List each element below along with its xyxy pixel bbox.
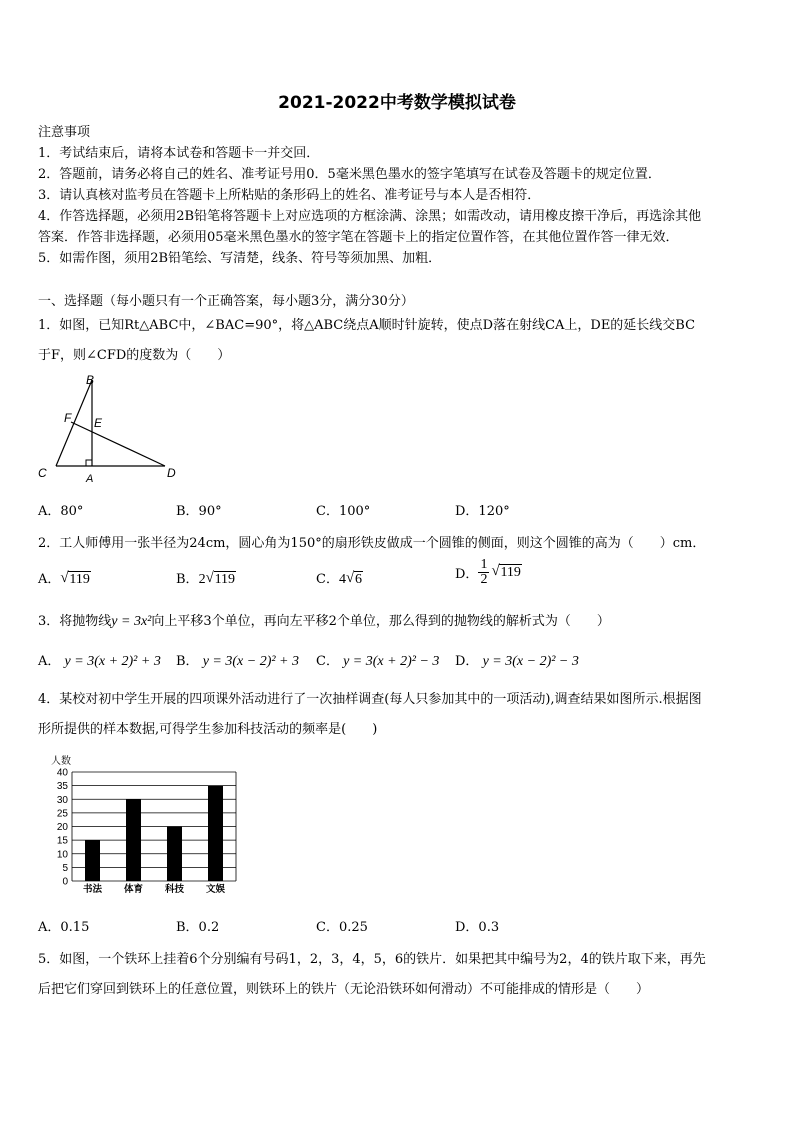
section-heading: 一、选择题（每小题只有一个正确答案，每小题3分，满分30分） bbox=[38, 294, 414, 309]
bar-体育 bbox=[126, 799, 141, 881]
y-tick-label: 30 bbox=[56, 794, 68, 806]
q4-option-b: B．0.2 bbox=[176, 920, 220, 935]
q2-option-d: D． $\frac{1}{2}$ √ 119 bbox=[455, 557, 521, 587]
notice-item: 3．请认真核对监考员在答题卡上所粘贴的条形码上的姓名、准考证号与本人是否相符． bbox=[38, 188, 541, 203]
notice-item: 5．如需作图，须用2B铅笔绘、写清楚，线条、符号等须加黑、加粗． bbox=[38, 251, 442, 266]
question-2: 2．工人师傅用一张半径为24cm，圆心角为150°的扇形铁皮做成一个圆锥的侧面，则这个圆锥的高为（ ）cm． bbox=[38, 536, 706, 551]
y-tick-label: 25 bbox=[56, 808, 68, 820]
q4-option-c: C．0.25 bbox=[316, 920, 368, 935]
q3-option-b: B． y = 3(x − 2)² + 3 bbox=[176, 654, 299, 669]
notice-heading: 注意事项 bbox=[38, 125, 91, 140]
y-tick-label: 10 bbox=[56, 849, 68, 861]
q1-option-c: C．100° bbox=[316, 504, 371, 519]
label-B: B bbox=[86, 373, 95, 387]
q2-option-c: C．4 √ 6 bbox=[316, 570, 362, 587]
bar-chart bbox=[36, 750, 246, 895]
q3-option-a: A． y = 3(x + 2)² + 3 bbox=[38, 654, 161, 669]
y-tick-label: 15 bbox=[56, 835, 68, 847]
q1-option-b: B．90° bbox=[176, 504, 222, 519]
x-tick-label: 科技 bbox=[164, 884, 185, 895]
q3-option-d: D． y = 3(x − 2)² − 3 bbox=[455, 654, 579, 669]
question-5-line1: 5．如图，一个铁环上挂着6个分别编有号码1，2，3，4，5，6的铁片．如果把其中编号为2，4的铁片取下来，再先 bbox=[38, 952, 706, 967]
q4-option-a: A．0.15 bbox=[38, 920, 90, 935]
bar-文娱 bbox=[208, 786, 223, 881]
y-tick-label: 20 bbox=[56, 822, 68, 833]
notice-item: 2．答题前，请务必将自己的姓名、准考证号用0．5毫米黑色墨水的签字笔填写在试卷及答题卡的规定位置． bbox=[38, 167, 661, 182]
q1-option-d: D．120° bbox=[455, 504, 510, 519]
notice-item: 1．考试结束后，请将本试卷和答题卡一并交回． bbox=[38, 146, 320, 161]
x-tick-label: 体育 bbox=[123, 884, 144, 895]
question-4-line1: 4．某校对初中学生开展的四项课外活动进行了一次抽样调查(每人只参加其中的一项活动),调查结果如图所示.根据图 bbox=[38, 692, 702, 707]
label-D: D bbox=[167, 466, 176, 480]
q3-option-c: C． y = 3(x + 2)² − 3 bbox=[316, 654, 440, 669]
notice-item: 4．作答选择题，必须用2B铅笔将答题卡上对应选项的方框涂满、涂黑；如需改动，请用橡皮擦干净后，再选涂其他 bbox=[38, 209, 702, 224]
y-tick-label: 0 bbox=[62, 876, 68, 888]
q4-option-d: D．0.3 bbox=[455, 920, 500, 935]
y-axis-label: 人数 bbox=[51, 756, 71, 767]
y-tick-label: 40 bbox=[56, 767, 68, 779]
bar-科技 bbox=[167, 827, 182, 882]
question-1-line2: 于F，则∠CFD的度数为（ ） bbox=[38, 348, 231, 363]
question-4-line2: 形所提供的样本数据,可得学生参加科技活动的频率是( ) bbox=[38, 722, 378, 737]
question-3: 3．将抛物线y = 3x²向上平移3个单位，再向左平移2个单位，那么得到的抛物线的解析式为（ ） bbox=[38, 614, 610, 629]
q2-option-a: A． √ 119 bbox=[38, 570, 90, 587]
label-A: A bbox=[86, 473, 94, 484]
label-F: F bbox=[64, 411, 72, 425]
x-tick-label: 文娱 bbox=[205, 884, 226, 895]
notice-item: 答案．作答非选择题，必须用05毫米黑色墨水的签字笔在答题卡上的指定位置作答，在其他位置作答一律无效． bbox=[38, 230, 679, 245]
label-E: E bbox=[94, 416, 103, 430]
q2-option-b: B．2 √ 119 bbox=[176, 570, 236, 587]
question-1-line1: 1．如图，已知Rt△ABC中，∠BAC=90°，将△ABC绕点A顺时针旋转，使点D落在射线CA上，DE的延长线交BC bbox=[38, 318, 696, 333]
question-5-line2: 后把它们穿回到铁环上的任意位置，则铁环上的铁片（无论沿铁环如何滑动）不可能排成的情形是（ ） bbox=[38, 982, 650, 997]
q1-option-a: A．80° bbox=[38, 504, 84, 519]
y-tick-label: 35 bbox=[56, 781, 68, 793]
label-C: C bbox=[38, 466, 47, 480]
bar-书法 bbox=[85, 840, 100, 881]
x-tick-label: 书法 bbox=[82, 884, 103, 895]
page-title: 2021-2022中考数学模拟试卷 bbox=[278, 93, 516, 113]
y-tick-label: 5 bbox=[62, 862, 68, 874]
triangle-figure bbox=[34, 372, 184, 484]
